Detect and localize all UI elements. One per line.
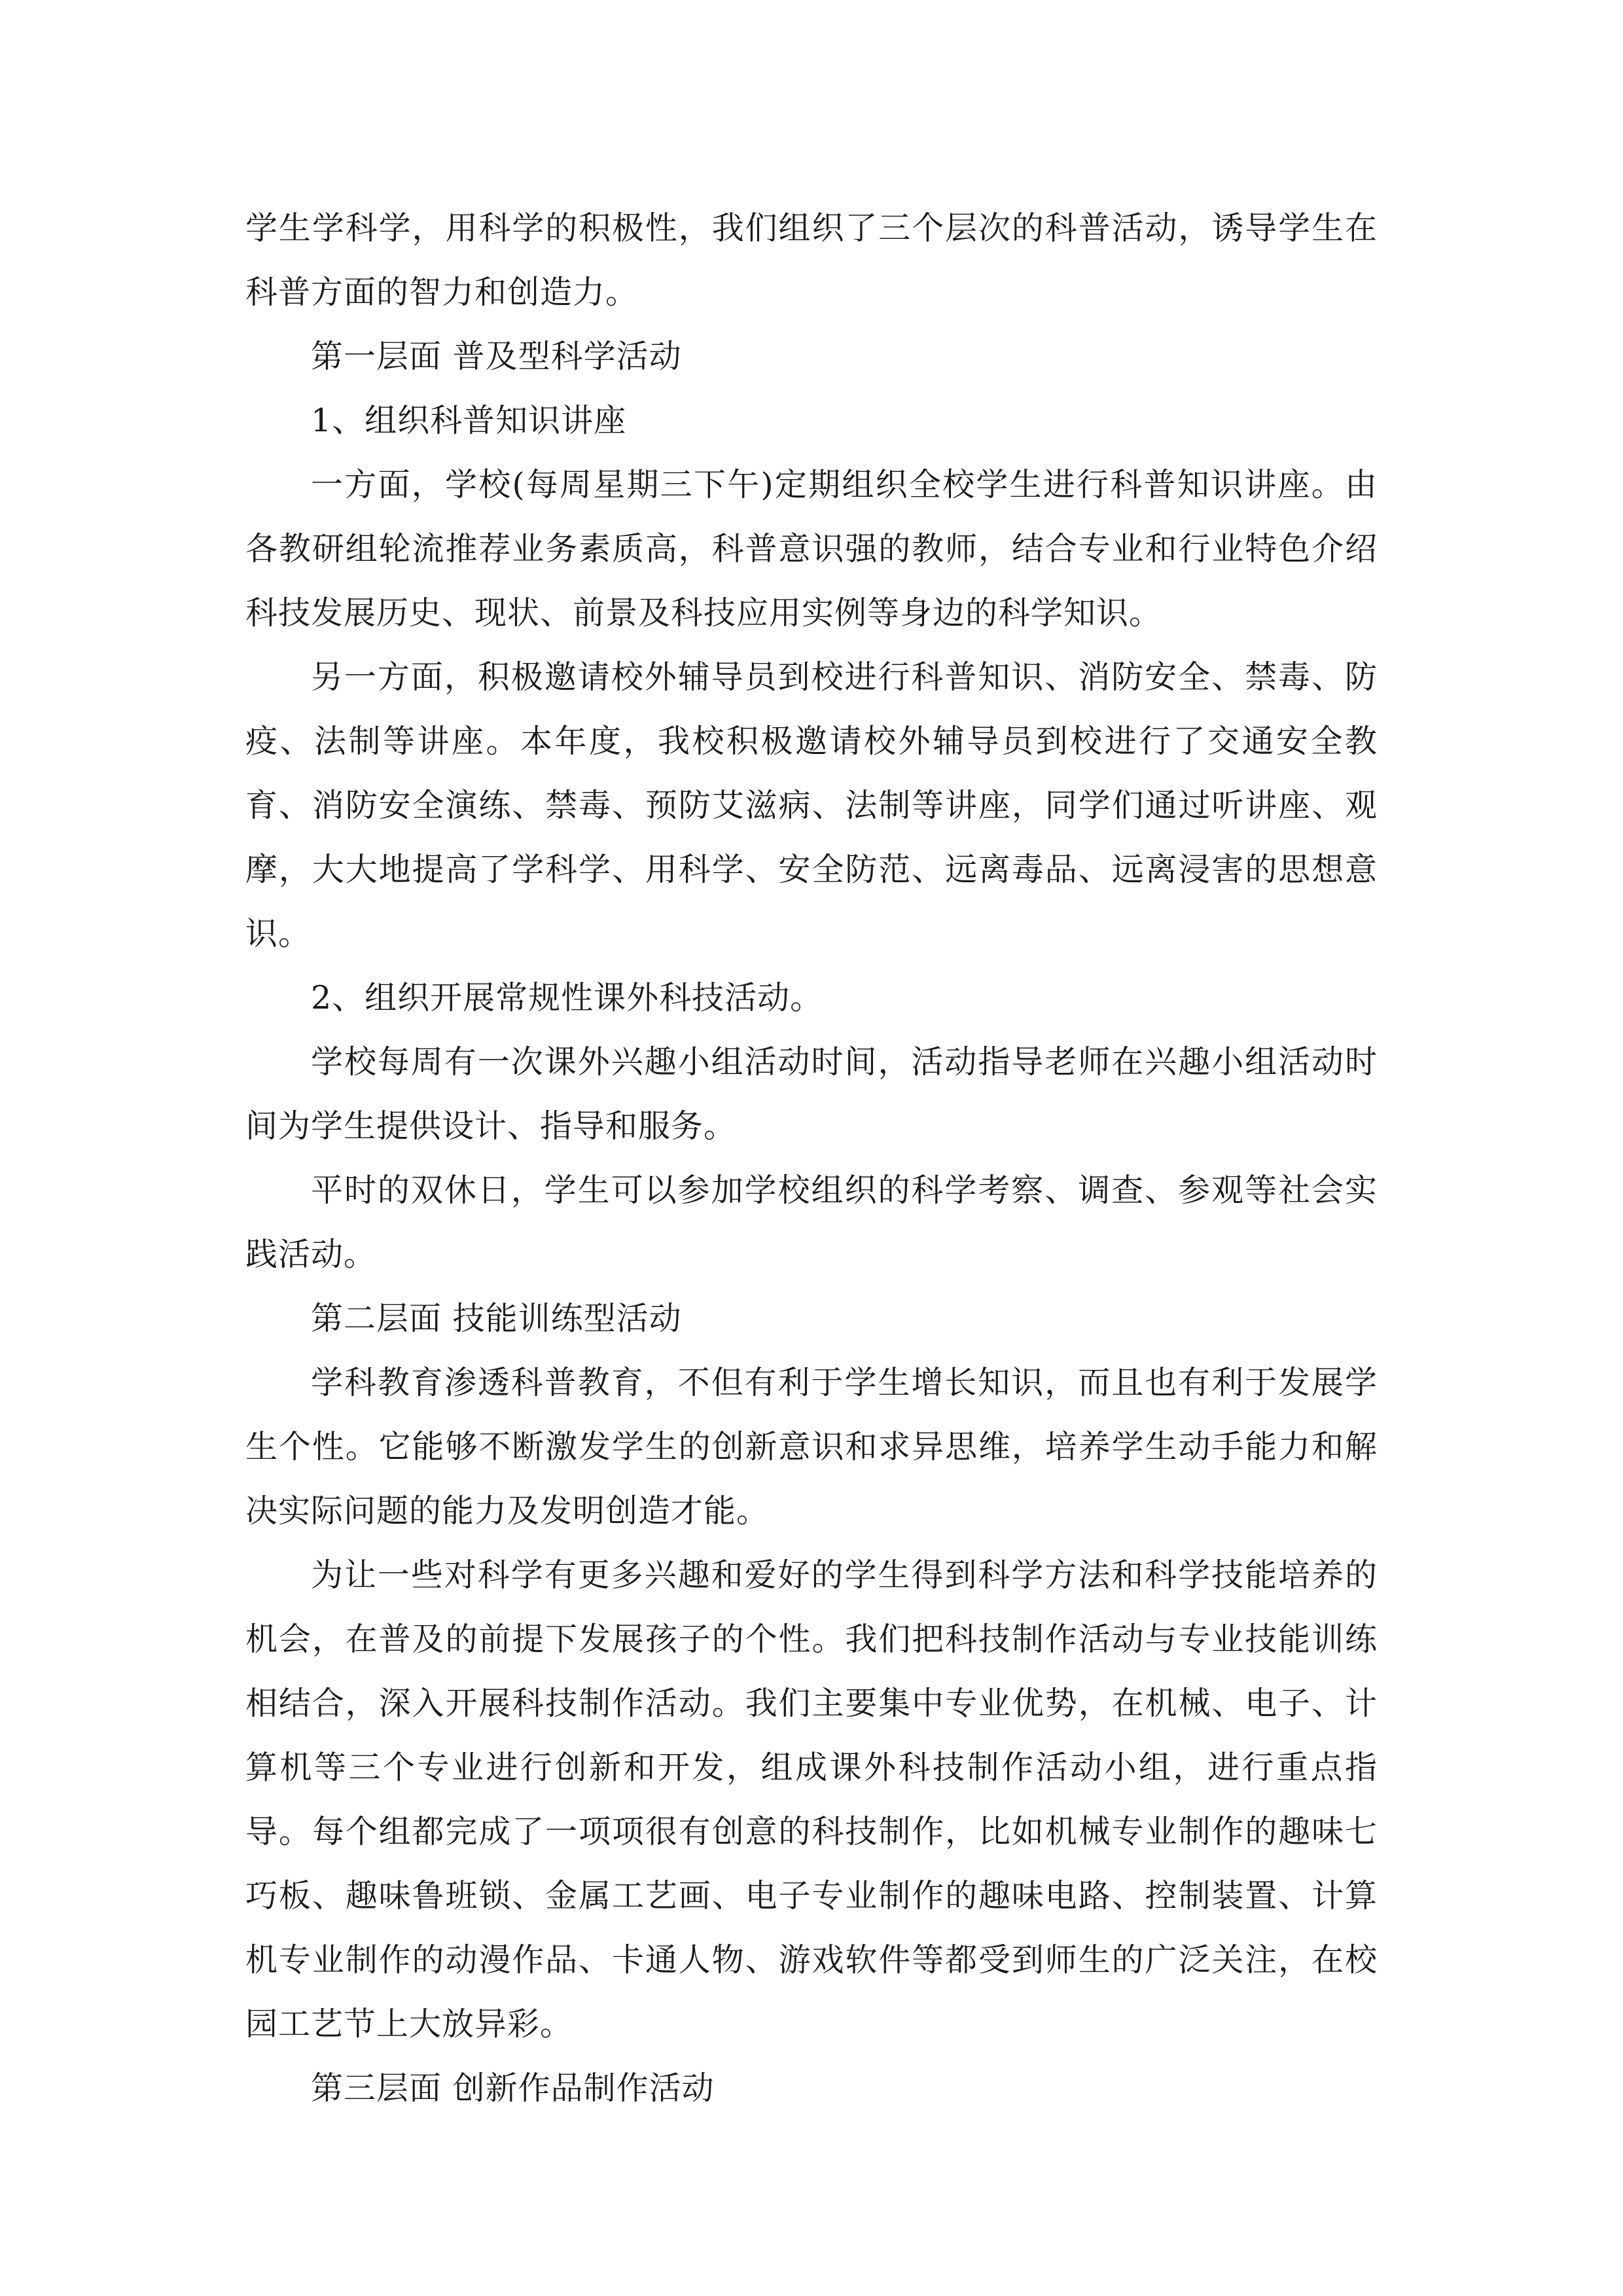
paragraph: 一方面，学校(每周星期三下午)定期组织全校学生进行科普知识讲座。由各教研组轮流推荐业务素质高，科普意识强的教师，结合专业和行业特色介绍科技发展历史、现状、前景及科技应用实例等身边的科学知识。	[245, 466, 1378, 632]
section-heading-level-1: 第一层面 普及型科学活动	[311, 338, 682, 375]
subheading-extracurricular: 2、组织开展常规性课外科技活动。	[311, 979, 823, 1016]
paragraph: 另一方面，积极邀请校外辅导员到校进行科普知识、消防安全、禁毒、防疫、法制等讲座。本年度，我校积极邀请校外辅导员到校进行了交通安全教育、消防安全演练、禁毒、预防艾滋病、法制等讲座，同学们通过听讲座、观摩，大大地提高了学科学、用科学、安全防范、远离毒品、远离浸害的思想意识。	[245, 658, 1378, 952]
paragraph: 学生学科学，用科学的积极性，我们组织了三个层次的科普活动，诱导学生在科普方面的智力和创造力。	[245, 209, 1378, 311]
document-body	[245, 196, 1378, 2121]
section-heading-level-2: 第二层面 技能训练型活动	[311, 1300, 682, 1337]
paragraph: 学科教育渗透科普教育，不但有利于学生增长知识，而且也有利于发展学生个性。它能够不断激发学生的创新意识和求异思维，培养学生动手能力和解决实际问题的能力及发明创造才能。	[245, 1364, 1378, 1530]
paragraph: 学校每周有一次课外兴趣小组活动时间，活动指导老师在兴趣小组活动时间为学生提供设计、指导和服务。	[245, 1043, 1378, 1145]
paragraph: 平时的双休日，学生可以参加学校组织的科学考察、调查、参观等社会实践活动。	[245, 1172, 1378, 1273]
section-heading-level-3: 第三层面 创新作品制作活动	[311, 2070, 715, 2107]
paragraph: 为让一些对科学有更多兴趣和爱好的学生得到科学方法和科学技能培养的机会，在普及的前提下发展孩子的个性。我们把科技制作活动与专业技能训练相结合，深入开展科技制作活动。我们主要集中专业优势，在机械、电子、计算机等三个专业进行创新和开发，组成课外科技制作活动小组，进行重点指导。每个组都完成了一项项很有创意的科技制作，比如机械专业制作的趣味七巧板、趣味鲁班锁、金属工艺画、电子专业制作的趣味电路、控制装置、计算机专业制作的动漫作品、卡通人物、游戏软件等都受到师生的广泛关注，在校园工艺节上大放异彩。	[245, 1556, 1378, 2043]
subheading-lectures: 1、组织科普知识讲座	[311, 402, 627, 439]
